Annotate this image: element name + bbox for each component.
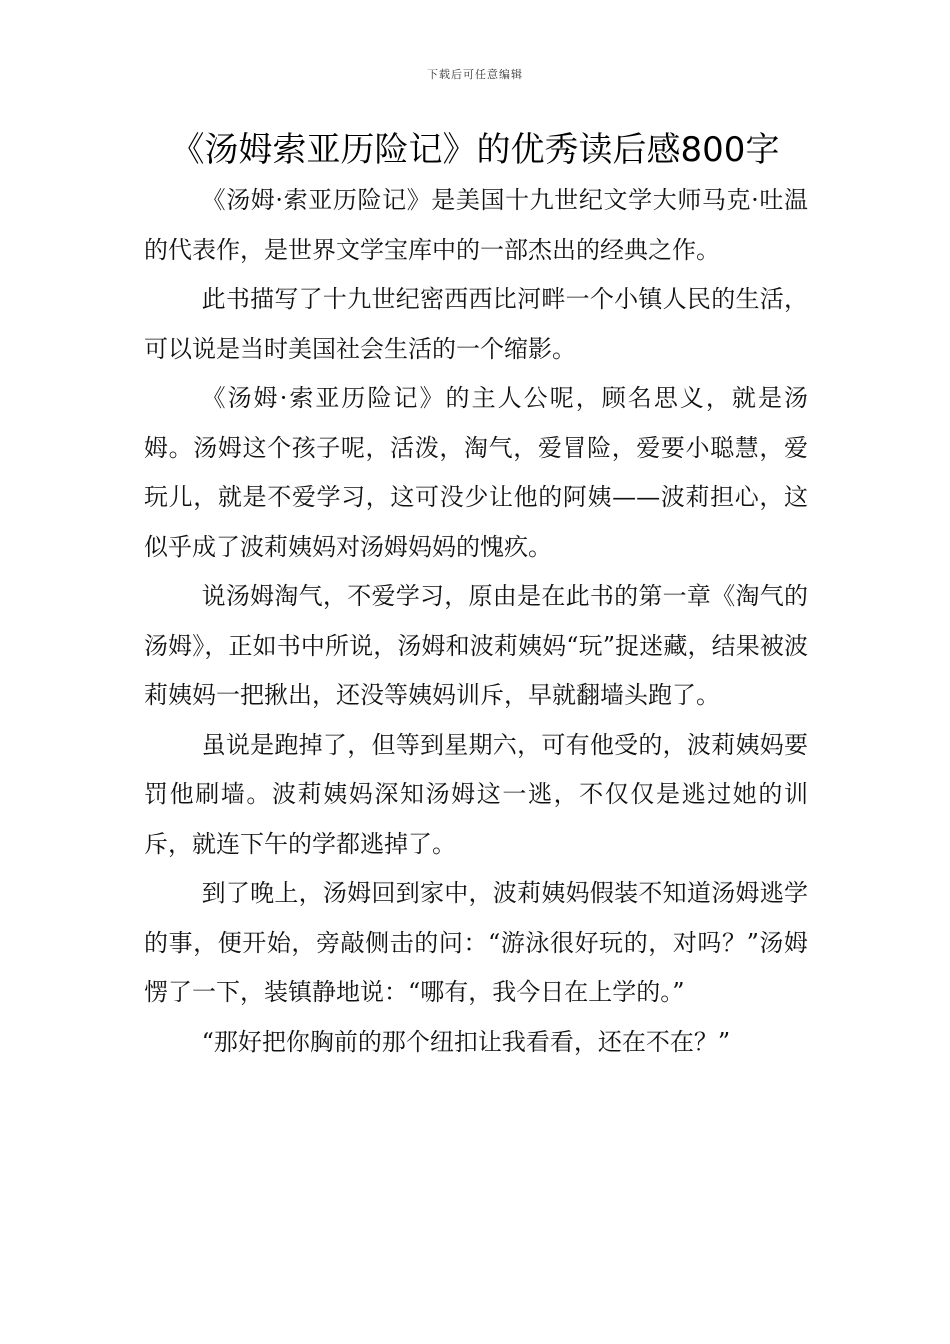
paragraph: “那好把你胸前的那个纽扣让我看看，还在不在？” [201, 1027, 731, 1056]
paragraph: 《汤姆·索亚历险记》的主人公呢，顾名思义，就是汤姆。汤姆这个孩子呢，活泼，淘气，爱冒险，爱要小聪慧，爱玩儿，就是不爱学习，这可没少让他的阿姨——波莉担心，这似乎成了波莉姨妈对汤姆妈妈的愧疚。 [144, 384, 808, 561]
paragraph: 到了晚上，汤姆回到家中，波莉姨妈假装不知道汤姆逃学的事，便开始，旁敲侧击的问：“游泳很好玩的，对吗？”汤姆愣了一下，装镇静地说：“哪有，我今日在上学的。” [144, 879, 808, 1006]
header-note: 下载后可任意编辑 [427, 68, 523, 81]
document-body [144, 176, 808, 1067]
paragraph: 此书描写了十九世纪密西西比河畔一个小镇人民的生活，可以说是当时美国社会生活的一个缩影。 [144, 285, 808, 363]
paragraph: 《汤姆·索亚历险记》是美国十九世纪文学大师马克·吐温的代表作，是世界文学宝库中的一部杰出的经典之作。 [144, 186, 808, 264]
document-title: 《汤姆索亚历险记》的优秀读后感800字 [170, 130, 780, 170]
paragraph: 说汤姆淘气，不爱学习，原由是在此书的第一章《淘气的汤姆》，正如书中所说，汤姆和波莉姨妈“玩”捉迷藏，结果被波莉姨妈一把揪出，还没等姨妈训斥，早就翻墙头跑了。 [144, 582, 808, 709]
paragraph: 虽说是跑掉了，但等到星期六，可有他受的，波莉姨妈要罚他刷墙。波莉姨妈深知汤姆这一逃，不仅仅是逃过她的训斥，就连下午的学都逃掉了。 [144, 730, 808, 858]
